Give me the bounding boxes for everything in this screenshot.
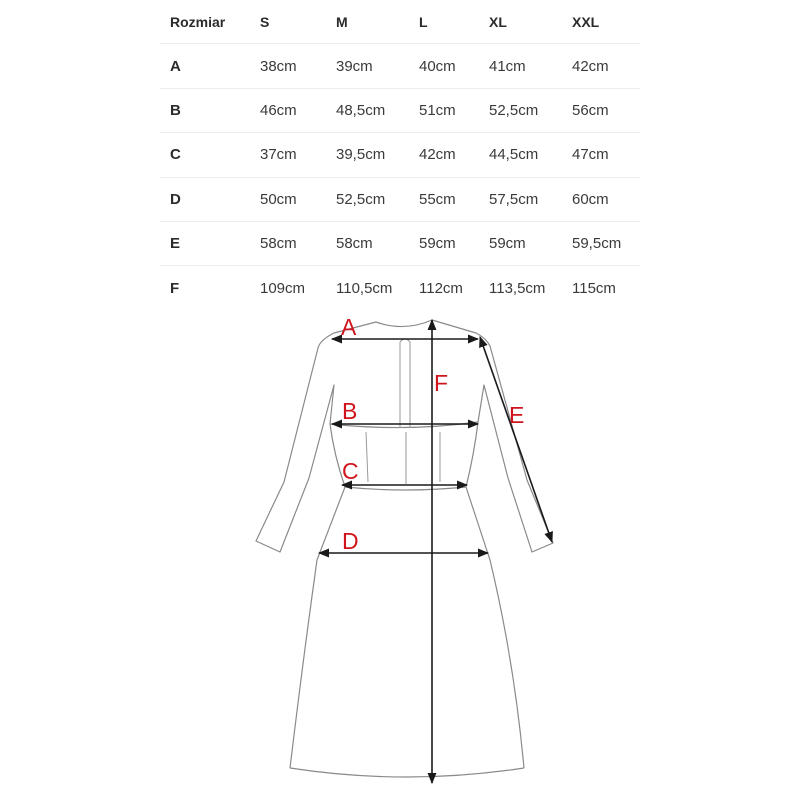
- header-size-s: S: [260, 13, 270, 30]
- table-cell: 56cm: [572, 101, 609, 119]
- table-cell: 60cm: [572, 190, 609, 208]
- table-header-row: [160, 0, 640, 44]
- header-size-xl: XL: [489, 13, 507, 30]
- label-e: E: [509, 402, 525, 428]
- header-size-xxl: XXL: [572, 13, 600, 30]
- table-cell: 57,5cm: [489, 190, 539, 208]
- table-cell: 41cm: [489, 57, 526, 75]
- table-cell: 48,5cm: [336, 101, 386, 119]
- table-cell: 52,5cm: [489, 101, 539, 119]
- table-row-a: [160, 44, 640, 88]
- table-cell: 37cm: [260, 146, 297, 164]
- label-c: C: [342, 458, 359, 484]
- dress-inner-details: [366, 339, 440, 484]
- header-size-m: M: [336, 13, 348, 30]
- table-cell: 59cm: [489, 235, 526, 253]
- table-row-c: [160, 133, 640, 177]
- table-cell: 39cm: [336, 57, 373, 75]
- header-size-l: L: [419, 13, 428, 30]
- table-cell: 47cm: [572, 146, 609, 164]
- row-label: B: [170, 101, 181, 119]
- table-cell: 59,5cm: [572, 235, 622, 253]
- dress-measurement-diagram: [0, 300, 800, 800]
- row-label: F: [170, 279, 180, 297]
- table-cell: 59cm: [419, 235, 456, 253]
- header-size-label: Rozmiar: [170, 13, 226, 30]
- table-cell: 46cm: [260, 101, 297, 119]
- table-cell: 109cm: [260, 279, 306, 297]
- table-cell: 51cm: [419, 101, 456, 119]
- label-d: D: [342, 528, 359, 554]
- row-label: A: [170, 57, 181, 75]
- label-b: B: [342, 398, 358, 424]
- dress-outline: [256, 320, 553, 777]
- row-label: D: [170, 190, 181, 208]
- table-cell: 42cm: [572, 57, 609, 75]
- row-label: C: [170, 146, 181, 164]
- table-cell: 52,5cm: [336, 190, 386, 208]
- row-label: E: [170, 235, 181, 253]
- table-cell: 55cm: [419, 190, 456, 208]
- table-row-b: [160, 89, 640, 133]
- table-cell: 42cm: [419, 146, 456, 164]
- table-cell: 58cm: [260, 235, 297, 253]
- table-cell: 38cm: [260, 57, 297, 75]
- label-f: F: [434, 370, 449, 396]
- table-cell: 40cm: [419, 57, 456, 75]
- table-cell: 110,5cm: [336, 279, 393, 297]
- table-cell: 115cm: [572, 279, 616, 297]
- label-a: A: [341, 314, 357, 340]
- table-cell: 58cm: [336, 235, 373, 253]
- table-cell: 44,5cm: [489, 146, 539, 164]
- table-cell: 113,5cm: [489, 279, 546, 297]
- table-row-e: [160, 222, 640, 266]
- table-cell: 39,5cm: [336, 146, 386, 164]
- size-table: [160, 0, 640, 310]
- table-cell: 112cm: [419, 279, 463, 297]
- table-cell: 50cm: [260, 190, 297, 208]
- table-row-d: [160, 178, 640, 222]
- arrow-e: [480, 337, 552, 542]
